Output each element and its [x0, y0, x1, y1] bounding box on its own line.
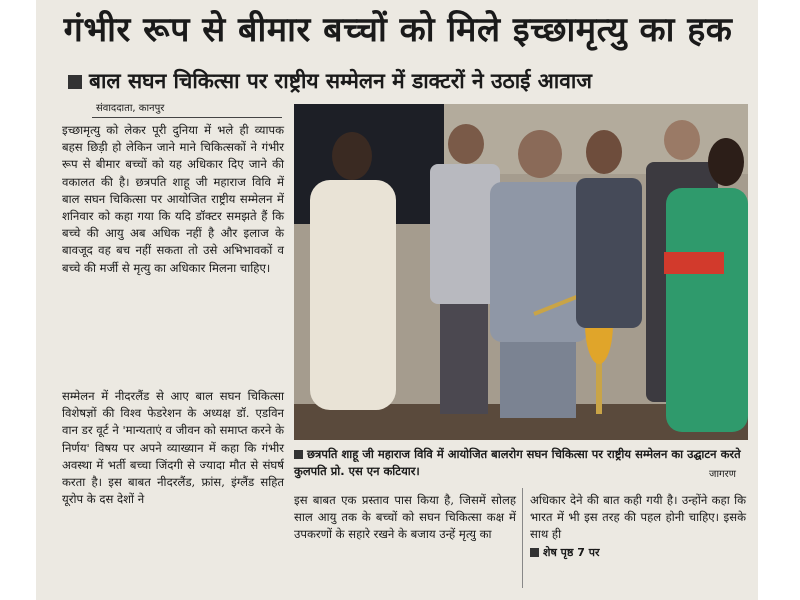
- article-paragraph-2: सम्मेलन में नीदरलैंड से आए बाल सघन चिकित्सा विशेषज्ञों की विश्व फेडरेशन के अध्यक्ष डॉ. एडविन वान डर वूर्ट ने 'मान्यताएं व जीवन को समाप्त करने के निर्णय' विषय पर अपने व्याख्यान में कहा कि गंभीर अवस्था में भर्ती बच्चा जिंदगी से ज्यादा मौत से संघर्ष करता है। इस बाबत नीदरलैंड, फ्रांस, इंग्लैंड सहित यूरोप के दस देशों ने: [62, 389, 284, 507]
- news-photo: [294, 104, 748, 440]
- byline: संवाददाता, कानपुर: [96, 103, 165, 114]
- photo-illustration: [294, 104, 748, 440]
- byline-rule: [92, 117, 282, 118]
- continued-square-icon: [530, 548, 539, 557]
- subheadline-text: बाल सघन चिकित्सा पर राष्ट्रीय सम्मेलन में डाक्टरों ने उठाई आवाज: [89, 69, 592, 93]
- subheadline: [68, 66, 748, 96]
- article-column-3-text: अधिकार देने की बात कही गयी है। उन्होंने कहा कि भारत में भी इस तरह की पहल होनी चाहिए। इसके साथ ही: [530, 493, 746, 542]
- headline: गंभीर रूप से बीमार बच्चों को मिले इच्छामृत्यु का हक: [63, 10, 733, 50]
- continued-notice: [530, 544, 746, 561]
- article-column-3: [530, 492, 746, 561]
- caption-square-icon: [294, 450, 303, 459]
- article-column-1: [62, 122, 284, 277]
- photo-credit: जागरण: [709, 469, 736, 480]
- photo-caption: [294, 446, 748, 480]
- newspaper-clipping: [36, 0, 758, 600]
- continued-text: शेष पृष्ठ 7 पर: [543, 545, 600, 559]
- article-column-2: इस बाबत एक प्रस्ताव पास किया है, जिसमें सोलह साल आयु तक के बच्चों को सघन चिकित्सा कक्ष में उपकरणों के सहारे रखने के बजाय उन्हें मृत्यु का: [294, 493, 516, 542]
- column-divider: [522, 488, 523, 588]
- article-column-1-continued: [62, 388, 284, 508]
- bullet-square-icon: [68, 75, 82, 89]
- photo-caption-text: छत्रपति शाहू जी महाराज विवि में आयोजित बालरोग सघन चिकित्सा पर राष्ट्रीय सम्मेलन का उद्घाटन करते कुलपति प्रो. एस एन कटियार।: [294, 447, 741, 478]
- article-paragraph-1: इच्छामृत्यु को लेकर पूरी दुनिया में भले ही व्यापक बहस छिड़ी हो लेकिन जाने माने चिकित्सकों ने गंभीर रूप से बीमार बच्चों को यह अधिकार दिए जाने की वकालत की है। छत्रपति शाहू जी महाराज विवि में बाल सघन चिकित्सा पर आयोजित राष्ट्रीय सम्मेलन में शनिवार को कहा गया कि यदि डॉक्टर समझते हैं कि बच्चे की आयु अब अधिक नहीं है और इलाज के बावजूद वह बच नहीं सकता तो उसे अभिभावकों व बच्चे की मर्जी से मृत्यु का अधिकार मिलना चाहिए।: [62, 123, 284, 275]
